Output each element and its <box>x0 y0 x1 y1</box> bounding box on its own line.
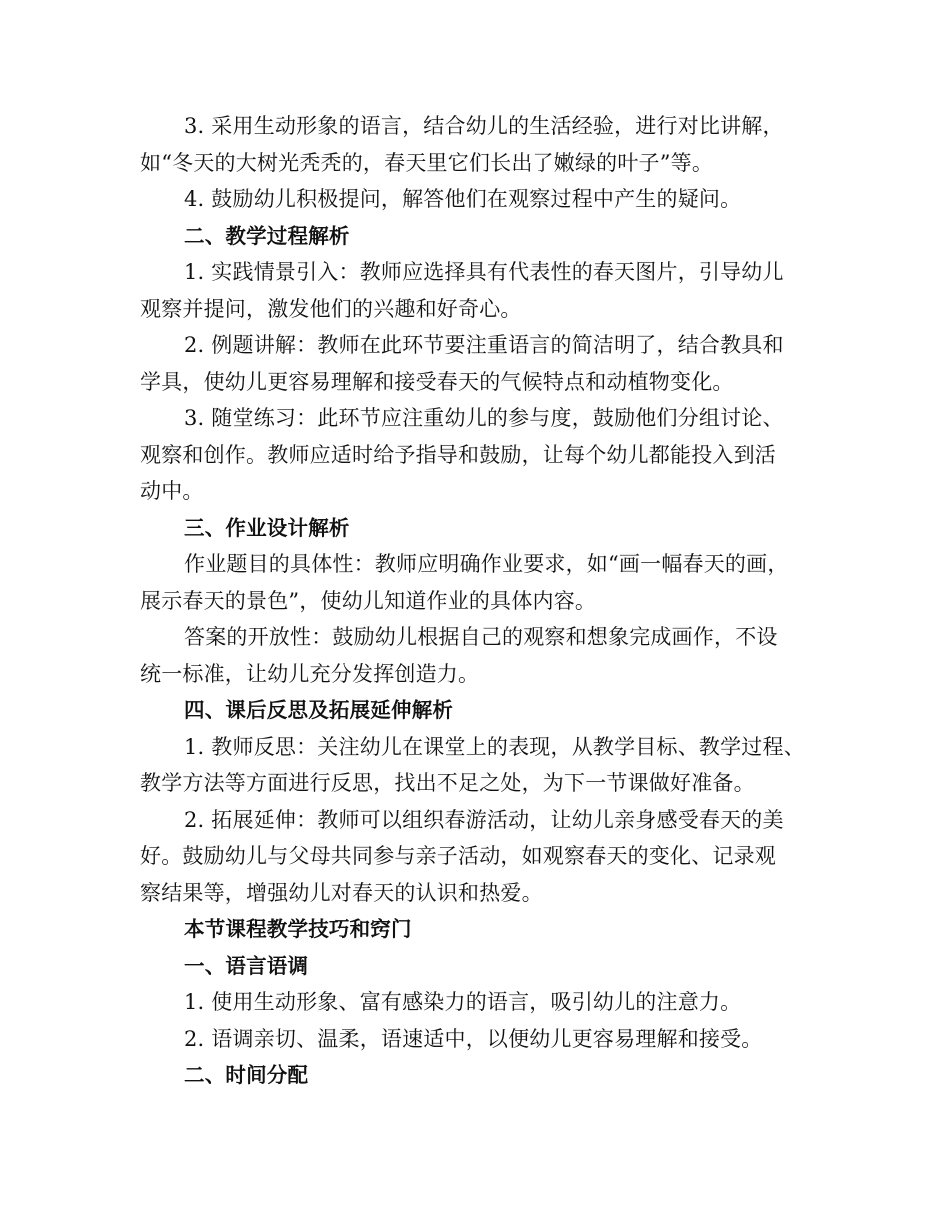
section-heading-time-allocation: 二、时间分配 <box>184 1063 309 1087</box>
paragraph-line: 2. 语调亲切、温柔，语速适中，以便幼儿更容易理解和接受。 <box>184 1026 763 1051</box>
paragraph-line: 2. 拓展延伸：教师可以组织春游活动，让幼儿亲身感受春天的美 <box>184 807 784 832</box>
section-heading-homework-design: 三、作业设计解析 <box>184 515 350 540</box>
document-body <box>140 108 820 1094</box>
paragraph-line: 好。鼓励幼儿与父母共同参与亲子活动，如观察春天的变化、记录观 <box>140 844 776 868</box>
paragraph-line: 观察并提问，激发他们的兴趣和好奇心。 <box>140 296 522 321</box>
paragraph-line: 动中。 <box>140 479 204 503</box>
paragraph-line: 教学方法等方面进行反思，找出不足之处，为下一节课做好准备。 <box>140 771 755 795</box>
paragraph-line: 作业题目的具体性：教师应明确作业要求，如“画一幅春天的画， <box>184 552 789 576</box>
paragraph-line: 如“冬天的大树光秃秃的，春天里它们长出了嫩绿的叶子”等。 <box>140 150 714 175</box>
paragraph-line: 1. 实践情景引入：教师应选择具有代表性的春天图片，引导幼儿 <box>184 260 784 284</box>
paragraph-line: 1. 教师反思：关注幼儿在课堂上的表现，从教学目标、教学过程、 <box>184 734 805 759</box>
section-heading-reflection: 四、课后反思及拓展延伸解析 <box>184 698 454 722</box>
paragraph-line: 答案的开放性：鼓励幼儿根据自己的观察和想象完成画作，不设 <box>184 625 778 649</box>
section-heading-tips: 本节课程教学技巧和窍门 <box>184 917 412 941</box>
paragraph-line: 4. 鼓励幼儿积极提问，解答他们在观察过程中产生的疑问。 <box>184 187 742 211</box>
section-heading-language: 一、语言语调 <box>184 953 309 978</box>
paragraph-line: 观察和创作。教师应适时给予指导和鼓励，让每个幼儿都能投入到活 <box>140 442 776 467</box>
paragraph-line: 3. 随堂练习：此环节应注重幼儿的参与度，鼓励他们分组讨论、 <box>184 406 784 430</box>
paragraph-line: 1. 使用生动形象、富有感染力的语言，吸引幼儿的注意力。 <box>184 990 742 1014</box>
paragraph-line: 2. 例题讲解：教师在此环节要注重语言的简洁明了，结合教具和 <box>184 333 784 357</box>
paragraph-line: 3. 采用生动形象的语言，结合幼儿的生活经验，进行对比讲解， <box>184 114 784 138</box>
paragraph-line: 统一标准，让幼儿充分发挥创造力。 <box>140 661 480 686</box>
paragraph-line: 展示春天的景色”，使幼儿知道作业的具体内容。 <box>140 588 597 613</box>
section-heading-teaching-process: 二、教学过程解析 <box>184 223 350 248</box>
paragraph-line: 学具，使幼儿更容易理解和接受春天的气候特点和动植物变化。 <box>140 369 734 394</box>
paragraph-line: 察结果等，增强幼儿对春天的认识和热爱。 <box>140 880 543 905</box>
